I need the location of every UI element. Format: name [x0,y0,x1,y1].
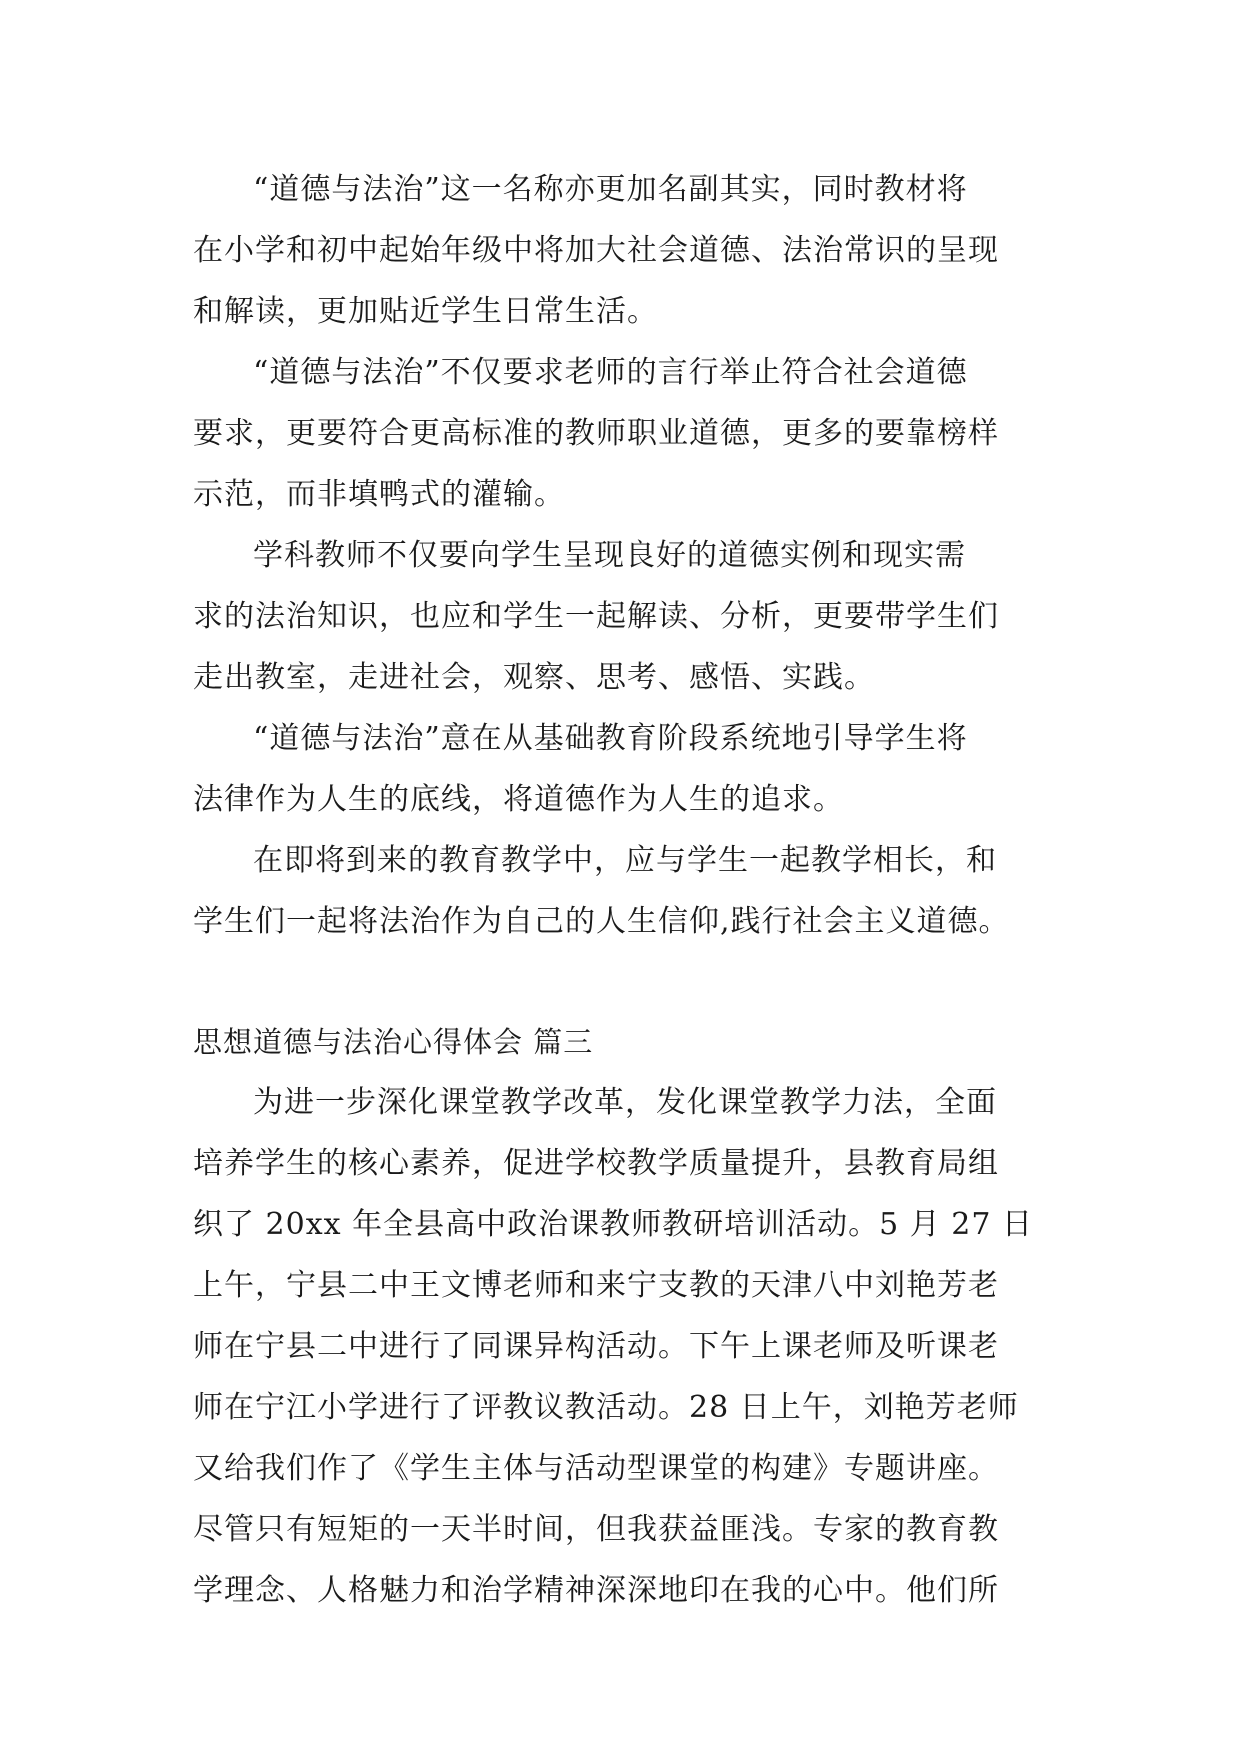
paragraph-line: 织了 20xx 年全县高中政治课教师教研培训活动。5 月 27 日 [193,1207,1033,1242]
paragraph-line: 又给我们作了《学生主体与活动型课堂的构建》专题讲座。 [193,1451,999,1486]
paragraph-line: 在小学和初中起始年级中将加大社会道德、法治常识的呈现 [193,233,999,268]
paragraph-line: 和解读，更加贴近学生日常生活。 [193,294,658,329]
paragraph-line: 在即将到来的教育教学中，应与学生一起教学相长，和 [253,843,997,878]
section-heading: 思想道德与法治心得体会 篇三 [193,1025,594,1059]
paragraph-line: 师在宁县二中进行了同课异构活动。下午上课老师及听课老 [193,1329,999,1364]
paragraph-line: “道德与法治”意在从基础教育阶段系统地引导学生将 [253,721,968,756]
paragraph-line: 学生们一起将法治作为自己的人生信仰,践行社会主义道德。 [193,904,1010,939]
paragraph-line: 为进一步深化课堂教学改革，发化课堂教学力法，全面 [253,1085,997,1120]
paragraph-line: 培养学生的核心素养，促进学校教学质量提升，县教育局组 [193,1146,999,1181]
paragraph-line: 走出教室，走进社会，观察、思考、感悟、实践。 [193,660,875,695]
paragraph-line: 法律作为人生的底线，将道德作为人生的追求。 [193,782,844,817]
paragraph-line: 上午，宁县二中王文博老师和来宁支教的天津八中刘艳芳老 [193,1268,999,1303]
paragraph-line: 尽管只有短矩的一天半时间，但我获益匪浅。专家的教育教 [193,1512,999,1547]
paragraph-line: 师在宁江小学进行了评教议教活动。28 日上午，刘艳芳老师 [193,1390,1019,1425]
paragraph-line: 求的法治知识，也应和学生一起解读、分析，更要带学生们 [193,599,999,634]
paragraph-line: 学科教师不仅要向学生呈现良好的道德实例和现实需 [253,538,966,573]
paragraph-line: “道德与法治”这一名称亦更加名副其实，同时教材将 [253,172,968,207]
paragraph-line: “道德与法治”不仅要求老师的言行举止符合社会道德 [253,355,968,390]
paragraph-line: 要求，更要符合更高标准的教师职业道德，更多的要靠榜样 [193,416,999,451]
paragraph-line: 学理念、人格魅力和治学精神深深地印在我的心中。他们所 [193,1573,999,1608]
paragraph-line: 示范，而非填鸭式的灌输。 [193,477,565,512]
